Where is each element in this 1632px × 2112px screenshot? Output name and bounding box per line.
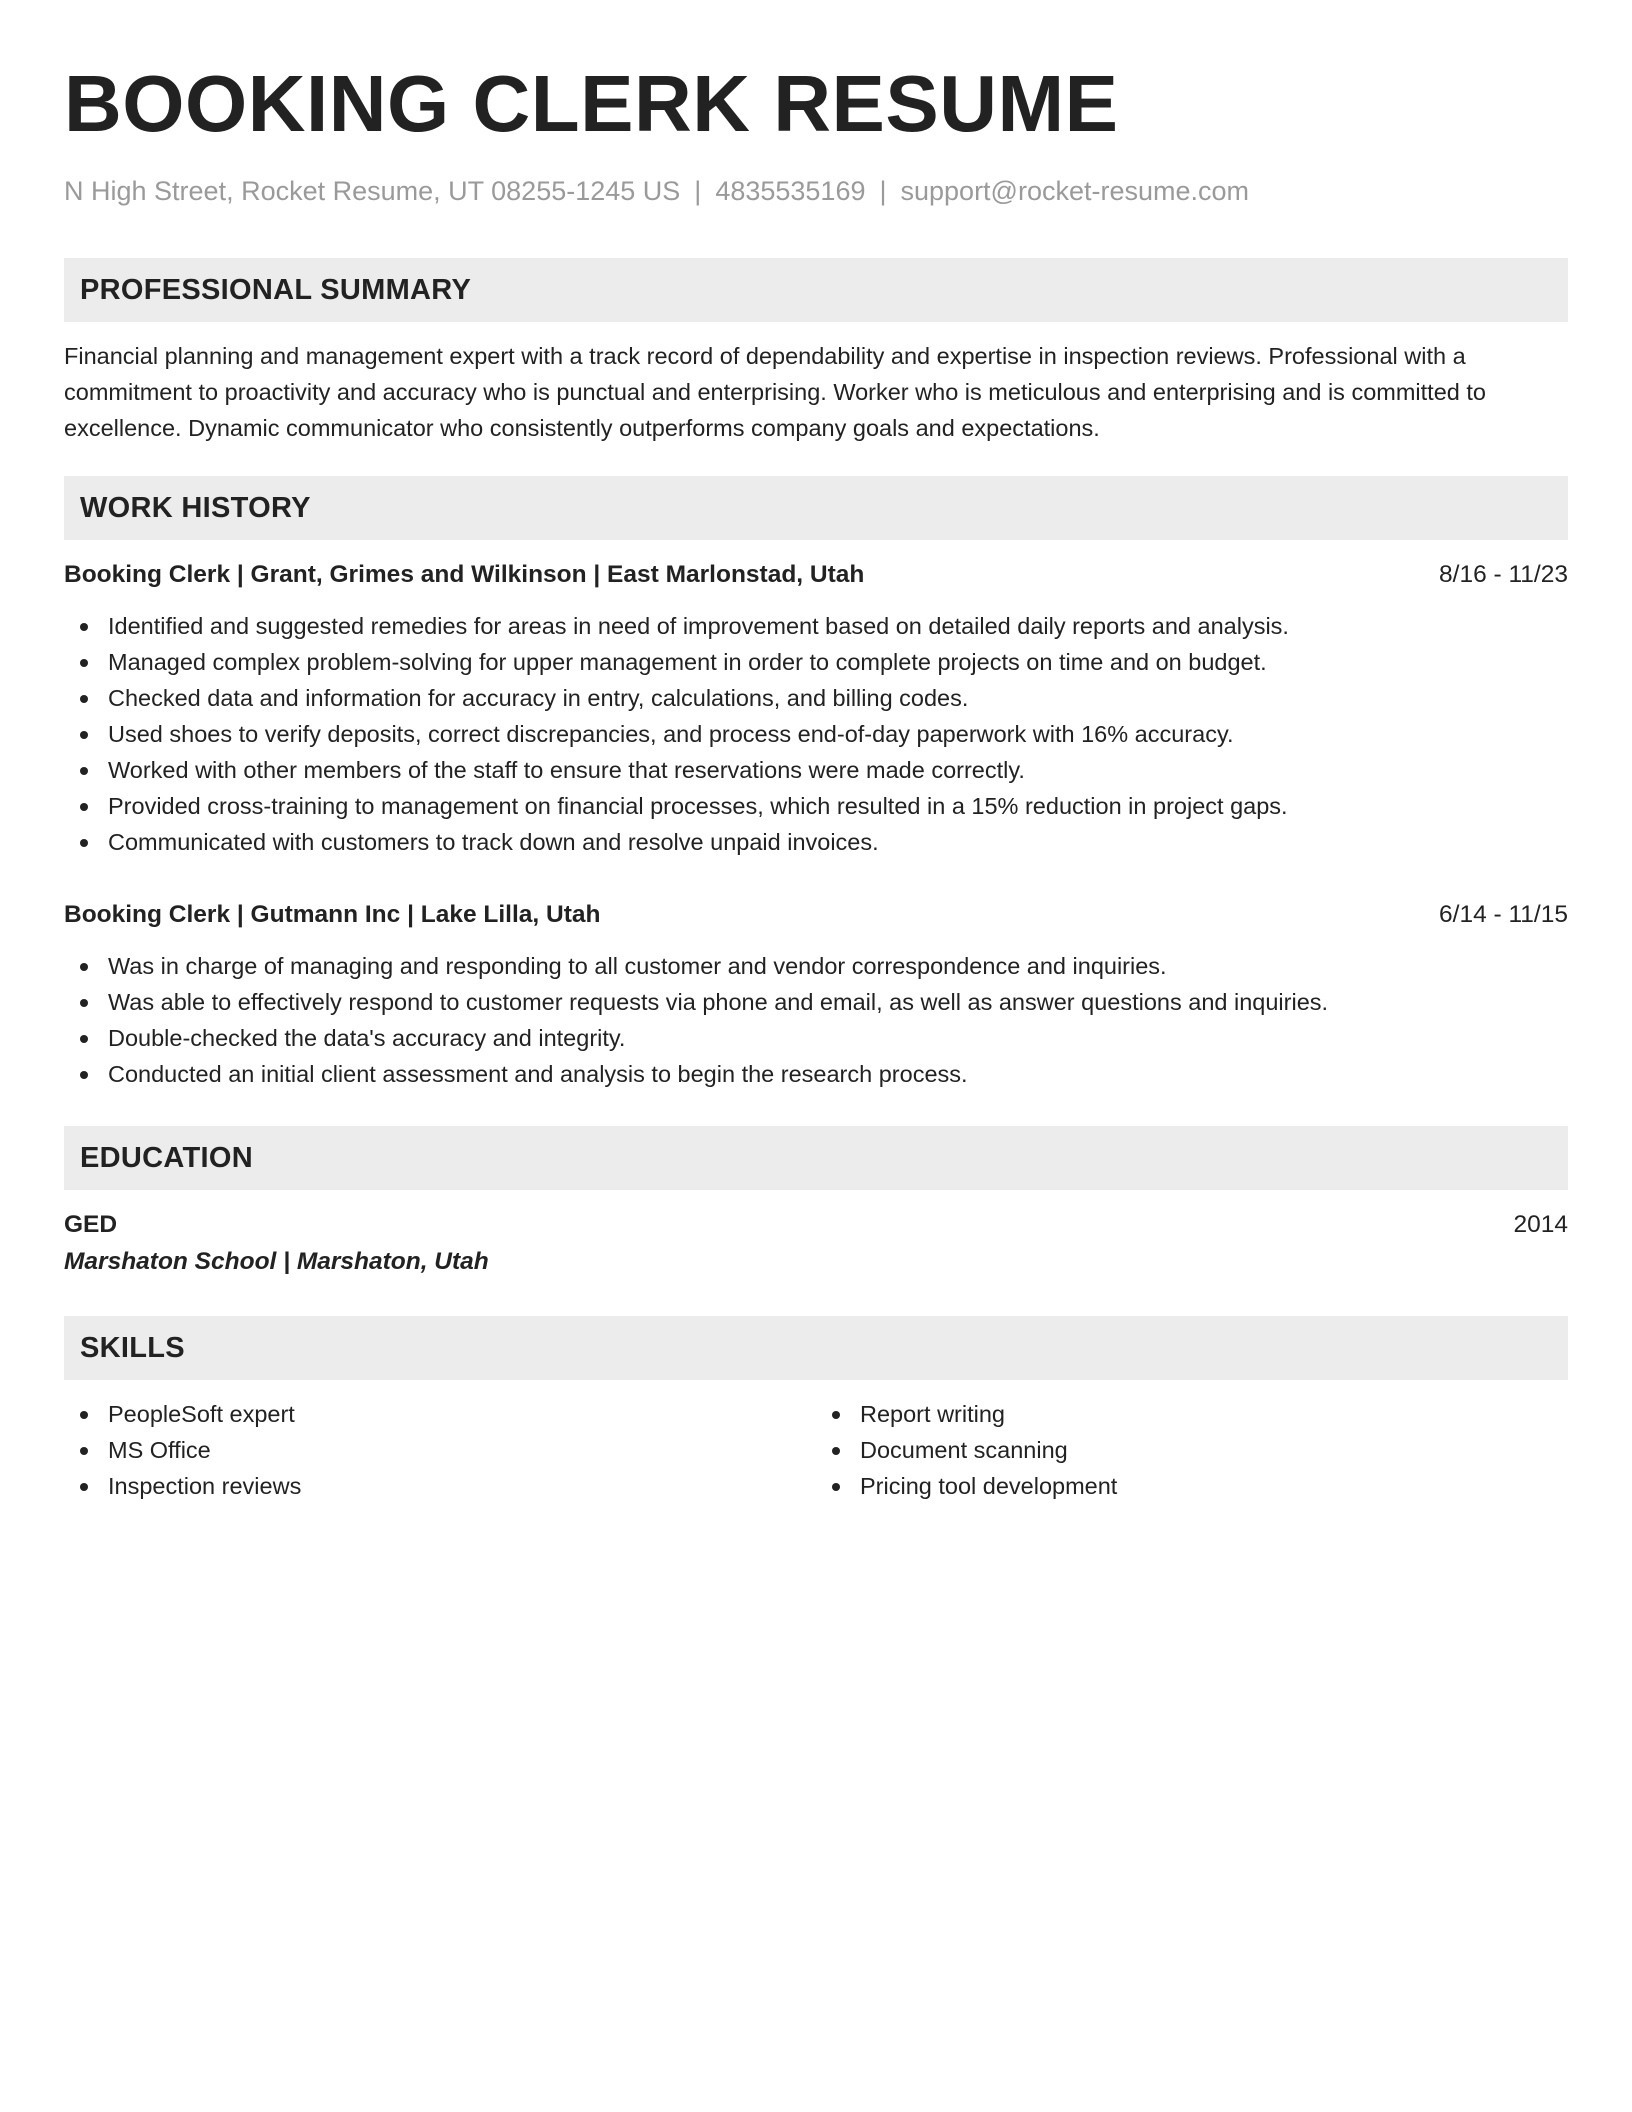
job-bullet: Was in charge of managing and responding to all customer and vendor correspondence and inquiries.	[64, 948, 1568, 984]
job-dates: 6/14 - 11/15	[1439, 901, 1568, 928]
job-dates: 8/16 - 11/23	[1439, 561, 1568, 588]
skill-item: MS Office	[64, 1432, 816, 1468]
skill-item: Pricing tool development	[816, 1468, 1568, 1504]
skills-list	[64, 1396, 1568, 1504]
job-bullet: Conducted an initial client assessment and analysis to begin the research process.	[64, 1056, 1568, 1092]
section-header-professional-summary: PROFESSIONAL SUMMARY	[64, 258, 1568, 322]
job-bullet: Used shoes to verify deposits, correct discrepancies, and process end-of-day paperwork with 16% accuracy.	[64, 716, 1568, 752]
job-bullet: Checked data and information for accuracy in entry, calculations, and billing codes.	[64, 680, 1568, 716]
job-bullet: Provided cross-training to management on financial processes, which resulted in a 15% reduction in project gaps.	[64, 788, 1568, 824]
contact-separator: |	[879, 176, 887, 206]
job-bullet: Worked with other members of the staff to ensure that reservations were made correctly.	[64, 752, 1568, 788]
skills-column-left	[64, 1396, 816, 1504]
contact-line	[64, 174, 1568, 208]
contact-email: support@rocket-resume.com	[900, 176, 1250, 206]
job-header	[64, 558, 1568, 592]
section-header-skills: SKILLS	[64, 1316, 1568, 1380]
education-degree: GED	[64, 1211, 118, 1238]
job-bullets	[64, 608, 1568, 860]
job-entry	[64, 558, 1568, 860]
job-entry	[64, 898, 1568, 1092]
resume-title: BOOKING CLERK RESUME	[64, 59, 1119, 148]
skill-item: PeopleSoft expert	[64, 1396, 816, 1432]
skill-item: Report writing	[816, 1396, 1568, 1432]
skill-item: Document scanning	[816, 1432, 1568, 1468]
education-year: 2014	[1513, 1211, 1568, 1238]
contact-address: N High Street, Rocket Resume, UT 08255-1245 US	[64, 176, 681, 206]
job-header	[64, 898, 1568, 932]
skills-column-right	[816, 1396, 1568, 1504]
section-header-work-history: WORK HISTORY	[64, 476, 1568, 540]
contact-separator: |	[694, 176, 702, 206]
skill-item: Inspection reviews	[64, 1468, 816, 1504]
job-bullet: Communicated with customers to track down and resolve unpaid invoices.	[64, 824, 1568, 860]
job-title: Booking Clerk | Gutmann Inc | Lake Lilla, Utah	[64, 901, 601, 928]
job-bullet: Identified and suggested remedies for areas in need of improvement based on detailed daily reports and analysis.	[64, 608, 1568, 644]
section-header-education: EDUCATION	[64, 1126, 1568, 1190]
education-header	[64, 1208, 1568, 1242]
job-bullet: Managed complex problem-solving for upper management in order to complete projects on time and on budget.	[64, 644, 1568, 680]
job-bullet: Double-checked the data's accuracy and integrity.	[64, 1020, 1568, 1056]
job-title: Booking Clerk | Grant, Grimes and Wilkinson | East Marlonstad, Utah	[64, 561, 865, 588]
contact-phone: 4835535169	[715, 176, 866, 206]
job-bullets	[64, 948, 1568, 1092]
summary-text: Financial planning and management expert with a track record of dependability and expertise in inspection reviews. Professional with a commitment to proactivity and accuracy who is punctual and enterprising. Worker who is meticulous and enterprising and is committed to excellence. Dynamic communicator who consistently outperforms company goals and expectations.	[64, 343, 1486, 441]
job-bullet: Was able to effectively respond to customer requests via phone and email, as well as answer questions and inquiries.	[64, 984, 1568, 1020]
education-school: Marshaton School | Marshaton, Utah	[64, 1248, 489, 1275]
